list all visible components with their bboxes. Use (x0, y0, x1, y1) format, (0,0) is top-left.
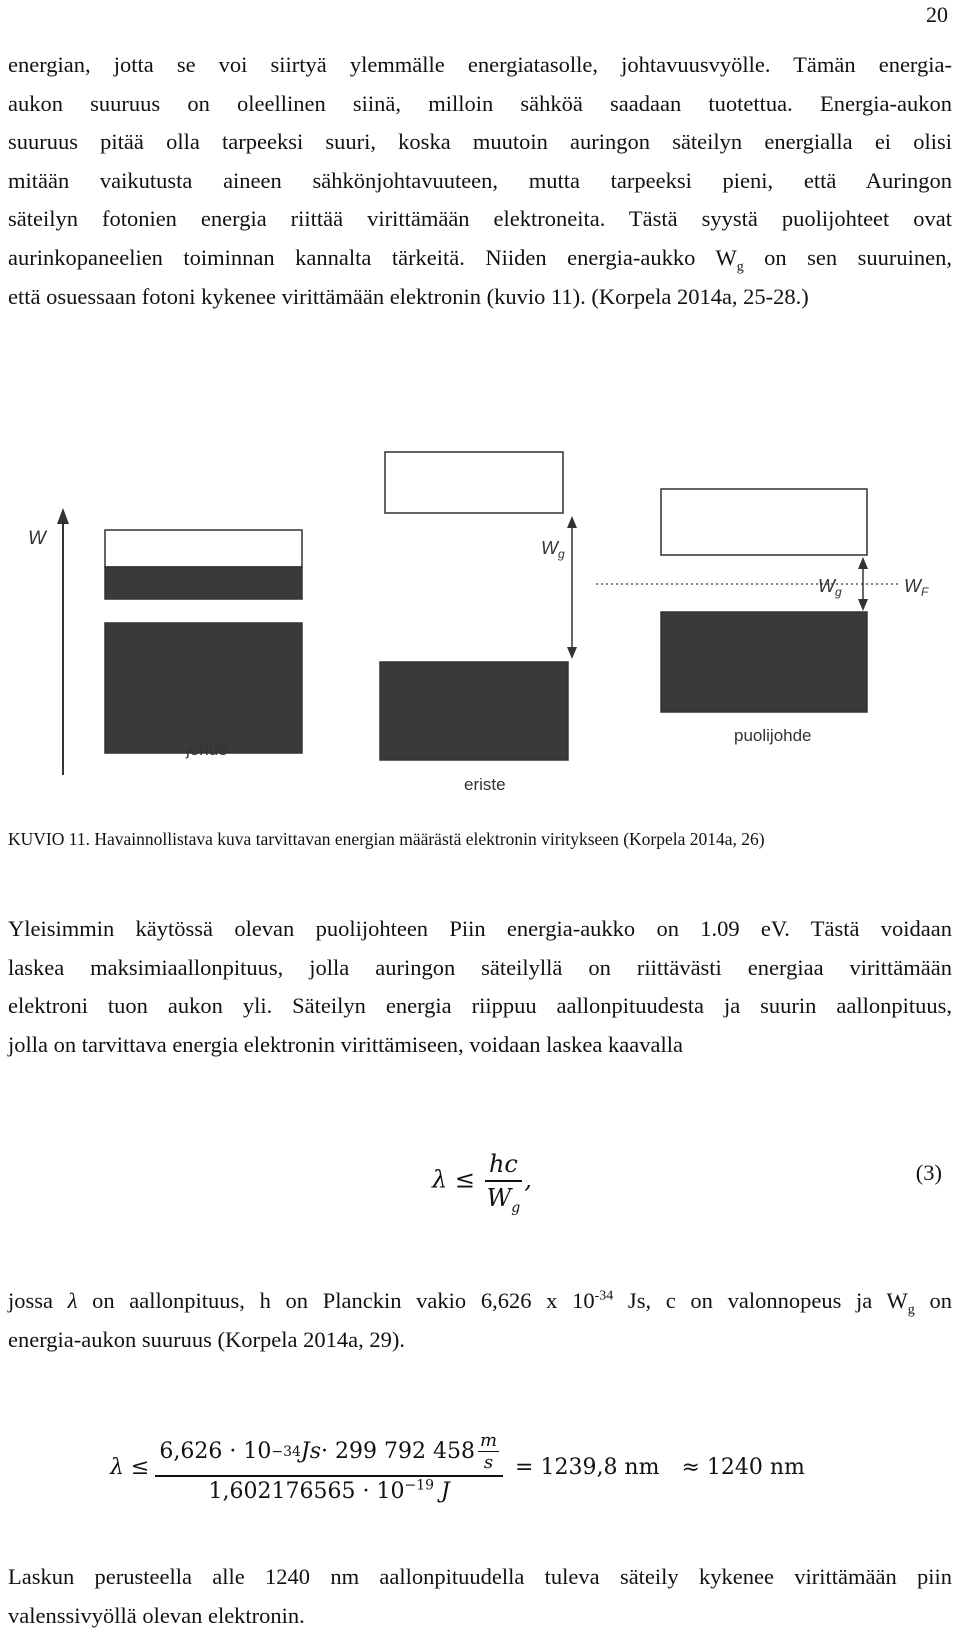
text-line: jossa λ on aallonpituus, h on Planckin vakio 6,626 x $10^{-34}$ Js, c on valonnopeus ja $W_g$ on (8, 1288, 952, 1318)
text-line: elektroni tuon aukon yli. Säteilyn energia riippuu aallonpituudesta ja suurin aallonpituus, (8, 993, 952, 1019)
text-line (8, 239, 952, 278)
conductor-valence-band (105, 623, 302, 753)
equation-calculation (110, 1430, 805, 1504)
text-line: energian, jotta se voi siirtyä ylemmälle energiatasolle, johtavuusvyölle. Tämän energia- (8, 52, 952, 77)
insulator-gap-label: $W_g$ (541, 538, 565, 561)
equation-denominator: $W_g$ (486, 1184, 521, 1216)
equation-number: (3) (915, 1160, 942, 1185)
equation-lhs: λ ≤ (432, 1165, 475, 1194)
label-conductor: johde (186, 740, 228, 759)
text-line: jolla on tarvittava energia elektronin virittämiseen, voidaan laskea kaavalla (8, 1031, 683, 1057)
semiconductor-gap-label: $W_g$ (818, 576, 842, 599)
figure-caption: KUVIO 11. Havainnollistava kuva tarvittavan energian määrästä elektronin viritykseen (Korpela 2014a, 26) (8, 829, 765, 849)
calculation-result: = 1239,8 nm (515, 1454, 660, 1480)
lambda-symbol: λ (67, 1288, 78, 1313)
text-fragment: on sen suuruinen, (743, 244, 953, 270)
text-fragment: aurinkopaneelien toiminnan kannalta tärkeitä. Niiden energia-aukko W (8, 244, 737, 270)
insulator-valence-band (380, 662, 568, 760)
text-line: laskea maksimiaallonpituus, jolla auringon säteilyllä on riittävästi energiaa virittämään (8, 954, 952, 980)
calculation-denominator: $1,602176565 \cdot 10^{-19}$ J (208, 1477, 450, 1504)
equation-3 (432, 1150, 532, 1216)
paragraph-variables (8, 1282, 952, 1359)
text-line: valenssivyöllä olevan elektronin. (8, 1602, 305, 1628)
subscript: g (736, 259, 744, 275)
calculation-numerator: 6,626 · 10 −34 Js · 299 792 458 $\frac{m}{s}$ (155, 1430, 503, 1477)
fermi-level-label: $W_F$ (904, 576, 929, 599)
text-line: Yleisimmin käytössä olevan puolijohteen Piin energia-aukko on 1.09 eV. Tästä voidaan (8, 916, 952, 941)
text-line: säteilyn fotonien energia riittää virittämään elektroneita. Tästä syystä puolijohteet ovat (8, 206, 952, 232)
text-line: että osuessaan fotoni kykenee virittämään elektronin (kuvio 11). (Korpela 2014a, 25-28.) (8, 283, 809, 309)
text-line: energia-aukon suuruus (Korpela 2014a, 29). (8, 1326, 405, 1352)
equation-trailing: , (524, 1165, 532, 1194)
semiconductor-valence-band (661, 612, 867, 712)
text-line: suuruus pitää olla tarpeeksi suuri, koska muutoin auringon säteilyn energialla ei olisi (8, 129, 952, 155)
conductor-filled-band (105, 567, 302, 599)
band-diagram (0, 440, 960, 800)
paragraph-conclusion (8, 1558, 952, 1635)
unit-fraction: $\frac{m}{s}$ (479, 1430, 498, 1473)
paragraph-band-gap (8, 46, 952, 316)
semiconductor-conduction-band (661, 489, 867, 555)
calculation-fraction (155, 1430, 503, 1504)
energy-axis-label: W (28, 528, 46, 549)
conductor-empty-band (105, 530, 302, 567)
band-diagram-figure (0, 440, 960, 800)
text-line: aukon suuruus on oleellinen siinä, milloin sähköä saadaan tuotettua. Energia-aukon (8, 90, 952, 116)
text-line: Laskun perusteella alle 1240 nm aallonpituudella tuleva säteily kykenee virittämään piin (8, 1564, 952, 1589)
calculation-approx: ≈ 1240 nm (681, 1454, 805, 1480)
energy-axis-arrowhead (57, 508, 69, 524)
label-insulator: eriste (464, 775, 506, 794)
equation-numerator: hc (485, 1150, 522, 1182)
text-line: mitään vaikutusta aineen sähkönjohtavuuteen, mutta tarpeeksi pieni, että Auringon (8, 167, 952, 193)
page-number: 20 (926, 2, 948, 27)
paragraph-silicon (8, 910, 952, 1064)
equation-fraction (483, 1150, 525, 1216)
insulator-conduction-band (385, 452, 563, 513)
equation-lhs: λ ≤ (110, 1454, 150, 1480)
label-semiconductor: puolijohde (734, 726, 812, 745)
